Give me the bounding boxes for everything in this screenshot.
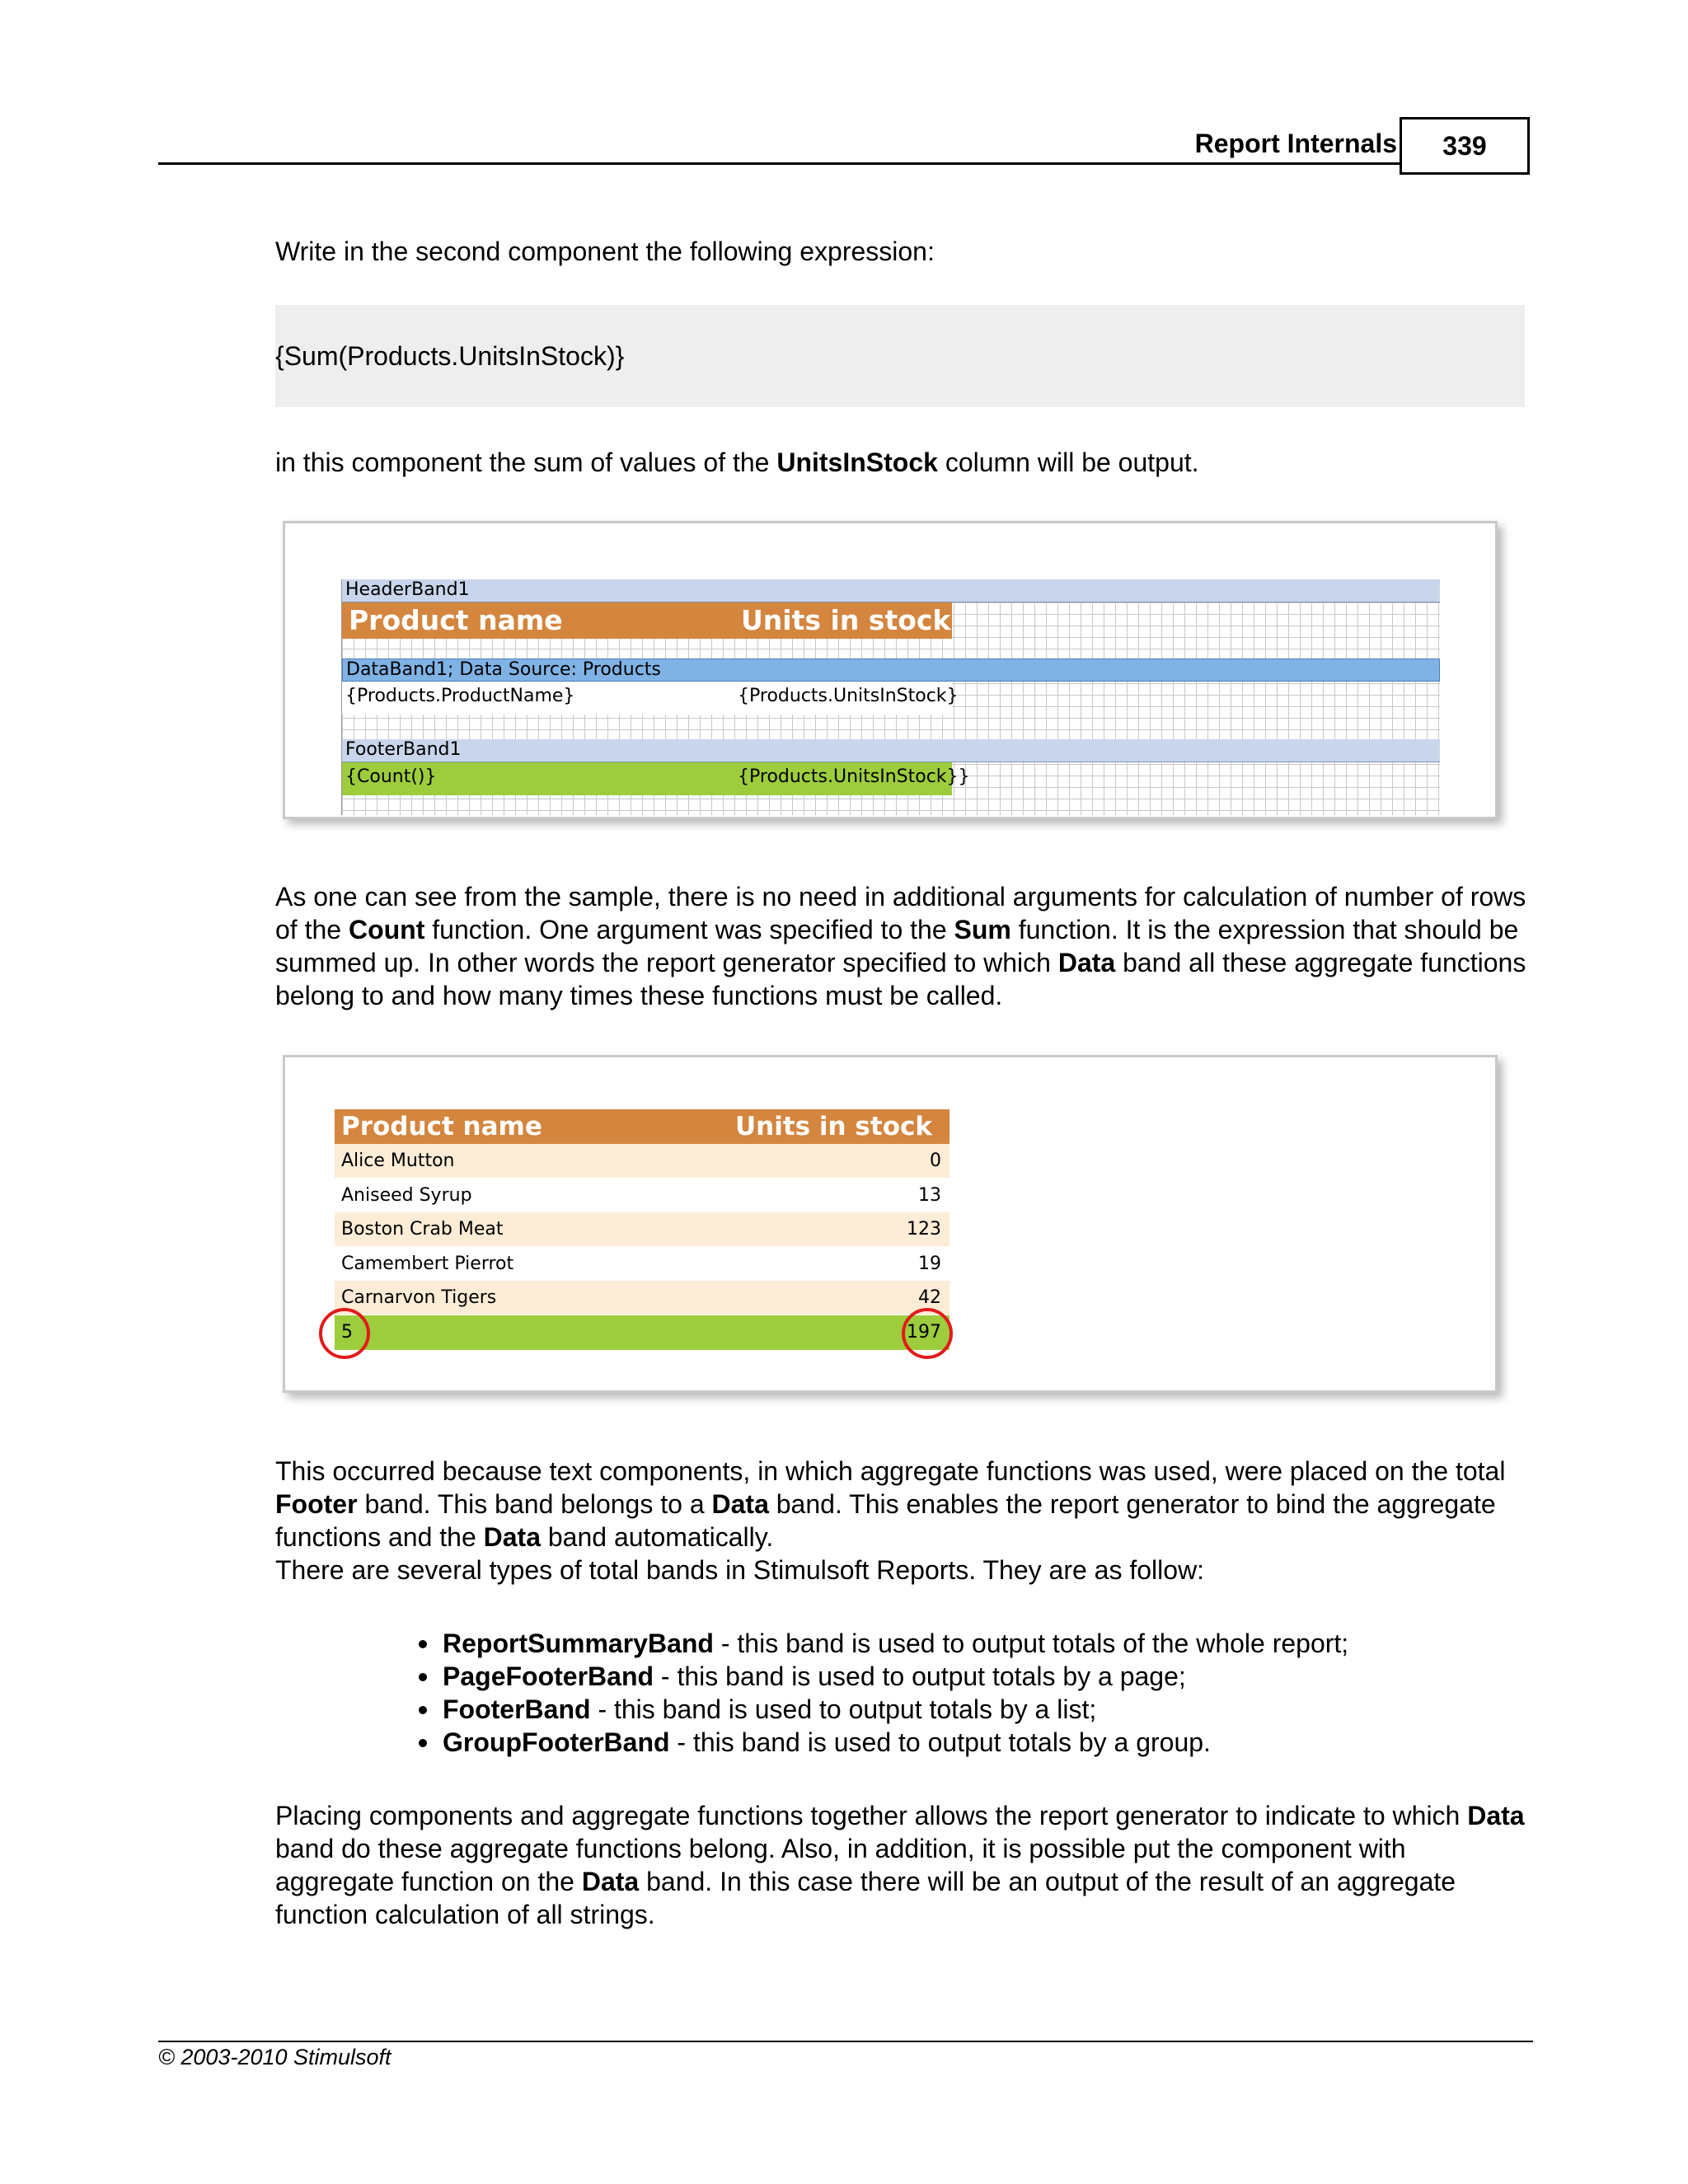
data-band-caption[interactable]: DataBand1; Data Source: Products	[342, 658, 1440, 682]
bullet-report-summary: ReportSummaryBand - this band is used to output totals of the whole report;	[443, 1627, 1514, 1660]
table-row	[335, 1281, 950, 1315]
page-number: 339	[1400, 117, 1530, 175]
units-in-stock: 19	[918, 1253, 941, 1274]
table-row	[335, 1212, 950, 1246]
designer-data-field-2[interactable]: {Products.UnitsInStock}	[734, 682, 952, 715]
designer-col2-header[interactable]: Units in stock	[734, 602, 952, 639]
total-count: 5	[341, 1322, 353, 1343]
paragraph-count-sum: As one can see from the sample, there is no need in additional arguments for calculation of number of rows of the Count function. One argument was specified to the Sum function. It is the expression that should be summed up. In other words the report generator specified to which Data band all these aggregate functions belong to and how many times these functions must be called.	[275, 882, 1526, 1010]
total-units: 197	[907, 1322, 941, 1343]
product-name: Aniseed Syrup	[341, 1184, 472, 1206]
designer-col1-header[interactable]: Product name	[342, 602, 734, 639]
header-band-caption[interactable]: HeaderBand1	[342, 579, 1440, 602]
section-title: Report Internals	[1194, 129, 1397, 158]
paragraph-placing-components: Placing components and aggregate functions together allows the report generator to indicate to which Data band do these aggregate functions belong. Also, in addition, it is possible put the component with aggregate function on the Data band. In this case there will be an output of the result of an aggregate function calculation of all strings.	[275, 1801, 1525, 1929]
product-name: Carnarvon Tigers	[341, 1287, 497, 1308]
paragraph-footer-band: This occurred because text components, in which aggregate functions was used, were placed on the total Footer band. This band belongs to a Data band. This enables the report generator to bind the aggregate functions and the Data band automatically. There are several types of total bands in Stimulsoft Reports. They are as follow:	[275, 1456, 1506, 1585]
product-name: Alice Mutton	[341, 1151, 455, 1171]
product-name: Camembert Pierrot	[341, 1253, 514, 1274]
designer-screenshot	[283, 521, 1498, 819]
designer-page	[341, 579, 1440, 815]
highlight-circle-sum	[902, 1308, 953, 1359]
designer-footer-field-2[interactable]: {Products.UnitsInStock}}	[734, 762, 952, 795]
designer-data-field-1[interactable]: {Products.ProductName}	[342, 682, 734, 715]
bullet-page-footer: PageFooterBand - this band is used to output totals by a page;	[443, 1660, 1514, 1693]
after-code-text: in this component the sum of values of the UnitsInStock column will be output.	[275, 448, 1199, 477]
preview-total-row	[335, 1315, 950, 1350]
footer-band-caption[interactable]: FooterBand1	[342, 739, 1440, 762]
preview-col1-header: Product name	[341, 1112, 542, 1141]
code-expression: {Sum(Products.UnitsInStock)}	[275, 341, 625, 371]
units-in-stock: 42	[918, 1287, 941, 1308]
table-row	[335, 1179, 950, 1212]
copyright: © 2003-2010 Stimulsoft	[158, 2045, 392, 2069]
bullet-footer-band: FooterBand - this band is used to output totals by a list;	[443, 1693, 1514, 1726]
highlight-circle-count	[319, 1308, 370, 1359]
header-rule	[158, 162, 1401, 165]
units-in-stock: 0	[930, 1151, 941, 1171]
total-bands-list	[443, 1627, 1514, 1759]
product-name: Boston Crab Meat	[341, 1219, 504, 1240]
bullet-group-footer: GroupFooterBand - this band is used to output totals by a group.	[443, 1726, 1514, 1759]
intro-text: Write in the second component the following expression:	[275, 237, 935, 266]
units-in-stock: 123	[907, 1219, 941, 1240]
units-in-stock: 13	[918, 1184, 941, 1206]
preview-header-row	[335, 1109, 950, 1144]
designer-footer-field-1[interactable]: {Count()}	[342, 762, 734, 795]
table-row	[335, 1144, 950, 1178]
table-row	[335, 1247, 950, 1281]
preview-col2-header: Units in stock	[735, 1112, 932, 1141]
